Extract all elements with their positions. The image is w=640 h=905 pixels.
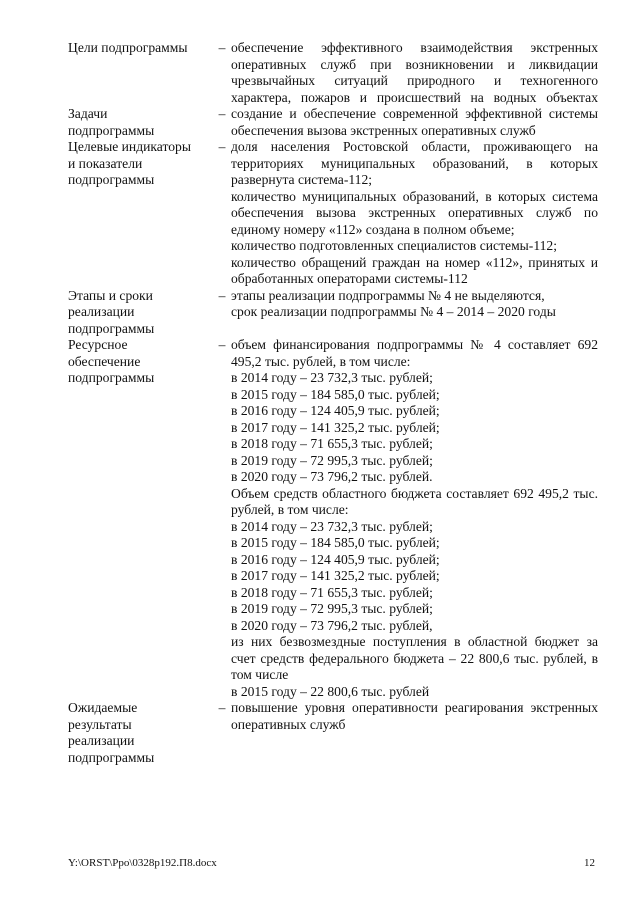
row-label: Целевые индикаторы и показатели подпрограммы (68, 139, 191, 187)
content-paragraph: в 2020 году – 73 796,2 тыс. рублей. (231, 469, 433, 484)
row-content (231, 288, 598, 321)
row-results (68, 700, 598, 766)
row-resources (68, 337, 598, 700)
content-paragraph: повышение уровня оперативности реагирования экстренных оперативных служб (231, 700, 598, 732)
row-content (231, 106, 598, 139)
content-paragraph: в 2014 году – 23 732,3 тыс. рублей; (231, 370, 433, 385)
content-paragraph: срок реализации подпрограммы № 4 – 2014 – 2020 годы (231, 304, 556, 319)
content-paragraph: в 2020 году – 73 796,2 тыс. рублей, (231, 617, 433, 633)
content-paragraph: этапы реализации подпрограммы № 4 не выделяются, (231, 287, 545, 303)
row-dash: – (218, 139, 226, 154)
content-paragraph: обеспечение эффективного взаимодействия экстренных оперативных служб при возникновении и ликвидации чрезвычайных ситуаций природного и техногенного характера, пожаров и происшествий на водных объектах (231, 40, 598, 105)
content-paragraph: в 2019 году – 72 995,3 тыс. рублей; (231, 452, 433, 468)
row-indicators (68, 139, 598, 288)
content-paragraph: количество обращений граждан на номер «112», принятых и обработанных операторами системы-112 (231, 254, 598, 286)
row-label: Ресурсное обеспечение подпрограммы (68, 337, 155, 385)
content-paragraph: создание и обеспечение современной эффективной системы обеспечения вызова экстренных оперативных служб (231, 106, 598, 138)
content-paragraph: в 2015 году – 184 585,0 тыс. рублей; (231, 535, 440, 550)
content-paragraph: из них безвозмездные поступления в областной бюджет за счет средств федерального бюджета – 22 800,6 тыс. рублей, в том числе (231, 634, 598, 682)
row-label: Задачи подпрограммы (68, 106, 155, 138)
row-dash: – (218, 287, 226, 303)
row-label: Цели подпрограммы (68, 40, 188, 55)
content-paragraph: Объем средств областного бюджета составляет 692 495,2 тыс. рублей, в том числе: (231, 485, 598, 517)
row-label: Ожидаемые результаты реализации подпрограммы (68, 700, 155, 765)
content-paragraph: в 2016 году – 124 405,9 тыс. рублей; (231, 551, 440, 567)
content-paragraph: объем финансирования подпрограммы № 4 составляет 692 495,2 тыс. рублей, в том числе: (231, 337, 598, 369)
row-dash: – (218, 700, 226, 715)
content-paragraph: в 2017 году – 141 325,2 тыс. рублей; (231, 568, 440, 583)
content-paragraph: в 2016 году – 124 405,9 тыс. рублей; (231, 403, 440, 418)
row-stages (68, 288, 598, 338)
row-dash: – (218, 40, 226, 55)
footer-file-path: Y:\ORST\Ppo\0328p192.П8.docx (68, 857, 217, 869)
row-label: Этапы и сроки реализации подпрограммы (68, 287, 155, 336)
row-content (231, 139, 598, 288)
row-dash: – (218, 106, 226, 121)
content-paragraph: в 2015 году – 22 800,6 тыс. рублей (231, 683, 430, 699)
row-content (231, 40, 598, 106)
content-paragraph: количество муниципальных образований, в которых система обеспечения вызова экстренных оперативных служб по единому номеру «112» создана в полном объеме; (231, 188, 598, 237)
content-paragraph: в 2015 году – 184 585,0 тыс. рублей; (231, 386, 440, 402)
row-tasks (68, 106, 598, 139)
content-paragraph: в 2019 году – 72 995,3 тыс. рублей; (231, 601, 433, 616)
row-goals (68, 40, 598, 106)
content-paragraph: количество подготовленных специалистов системы-112; (231, 238, 557, 253)
subprogram-passport (68, 40, 598, 766)
row-content (231, 700, 598, 733)
content-paragraph: доля населения Ростовской области, проживающего на территориях муниципальных образований, в которых развернута система-112; (231, 139, 598, 187)
row-content (231, 337, 598, 700)
content-paragraph: в 2014 году – 23 732,3 тыс. рублей; (231, 518, 433, 534)
content-paragraph: в 2018 году – 71 655,3 тыс. рублей; (231, 436, 433, 451)
row-dash: – (218, 337, 226, 352)
footer-page-number: 12 (584, 857, 595, 869)
content-paragraph: в 2018 году – 71 655,3 тыс. рублей; (231, 584, 433, 600)
content-paragraph: в 2017 году – 141 325,2 тыс. рублей; (231, 419, 440, 435)
